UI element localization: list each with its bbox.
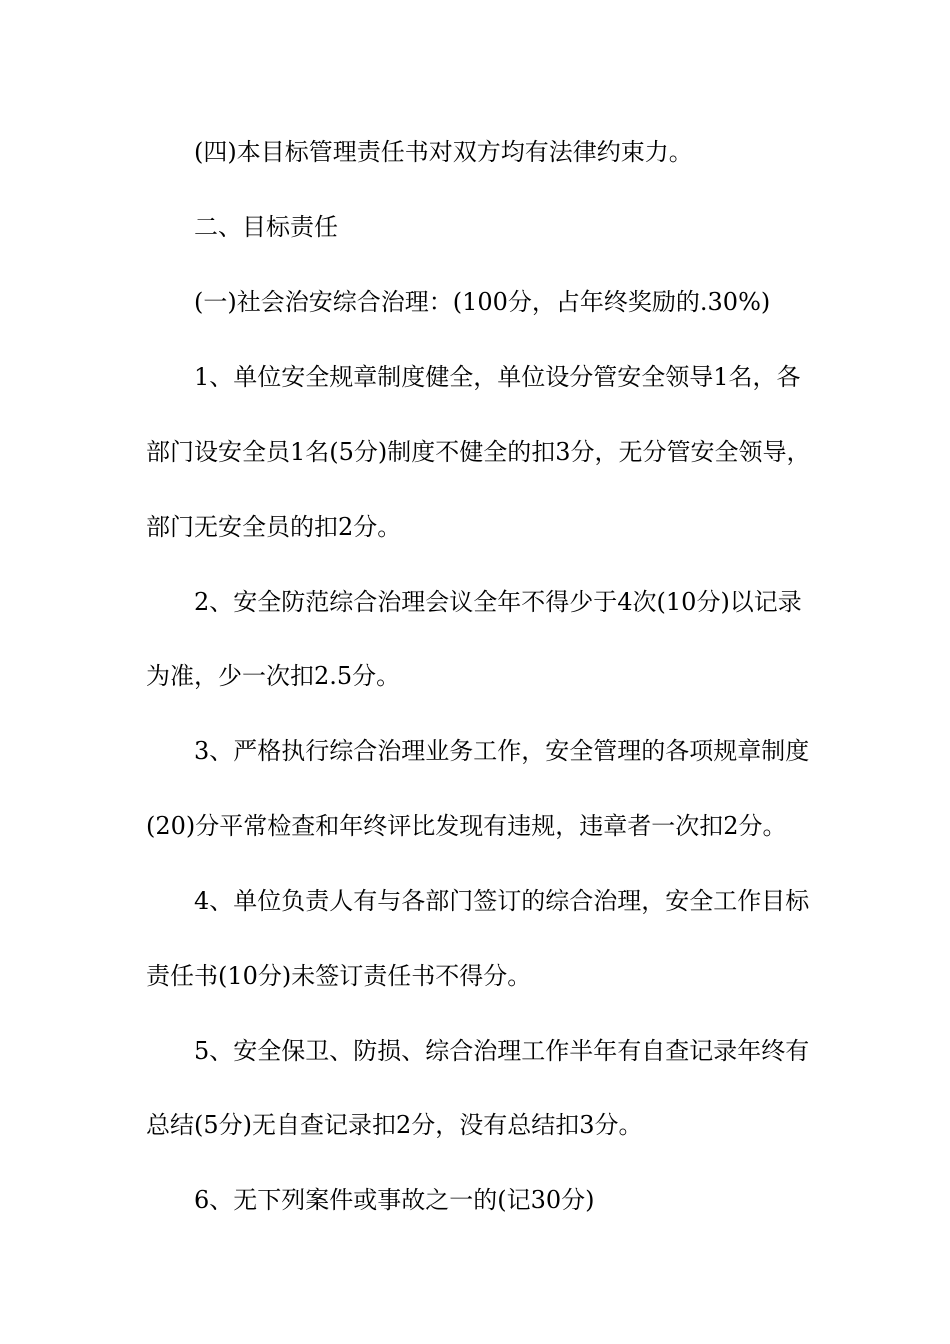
item-5-line-2: 总结(5分)无自查记录扣2分，没有总结扣3分。	[146, 1111, 643, 1139]
subsection-heading-public-security: (一)社会治安综合治理：(100分，占年终奖励的.30%)	[194, 288, 771, 316]
item-3-line-1: 3、严格执行综合治理业务工作，安全管理的各项规章制度	[194, 737, 810, 765]
section-heading-target-responsibility: 二、目标责任	[194, 213, 338, 241]
item-1-line-2: 部门设安全员1名(5分)制度不健全的扣3分，无分管安全领导，	[146, 438, 811, 466]
item-3-line-2: (20)分平常检查和年终评比发现有违规，违章者一次扣2分。	[146, 812, 787, 840]
item-2-line-1: 2、安全防范综合治理会议全年不得少于4次(10分)以记录	[194, 588, 802, 616]
item-6-line-1: 6、无下列案件或事故之一的(记30分)	[194, 1186, 595, 1214]
item-5-line-1: 5、安全保卫、防损、综合治理工作半年有自查记录年终有	[194, 1037, 810, 1065]
item-1-line-3: 部门无安全员的扣2分。	[146, 513, 402, 541]
item-2-line-2: 为准，少一次扣2.5分。	[146, 662, 401, 690]
clause-4-binding: (四)本目标管理责任书对双方均有法律约束力。	[194, 138, 693, 166]
item-4-line-1: 4、单位负责人有与各部门签订的综合治理，安全工作目标	[194, 887, 810, 915]
item-4-line-2: 责任书(10分)未签订责任书不得分。	[146, 962, 532, 990]
item-1-line-1: 1、单位安全规章制度健全，单位设分管安全领导1名，各	[194, 363, 801, 391]
